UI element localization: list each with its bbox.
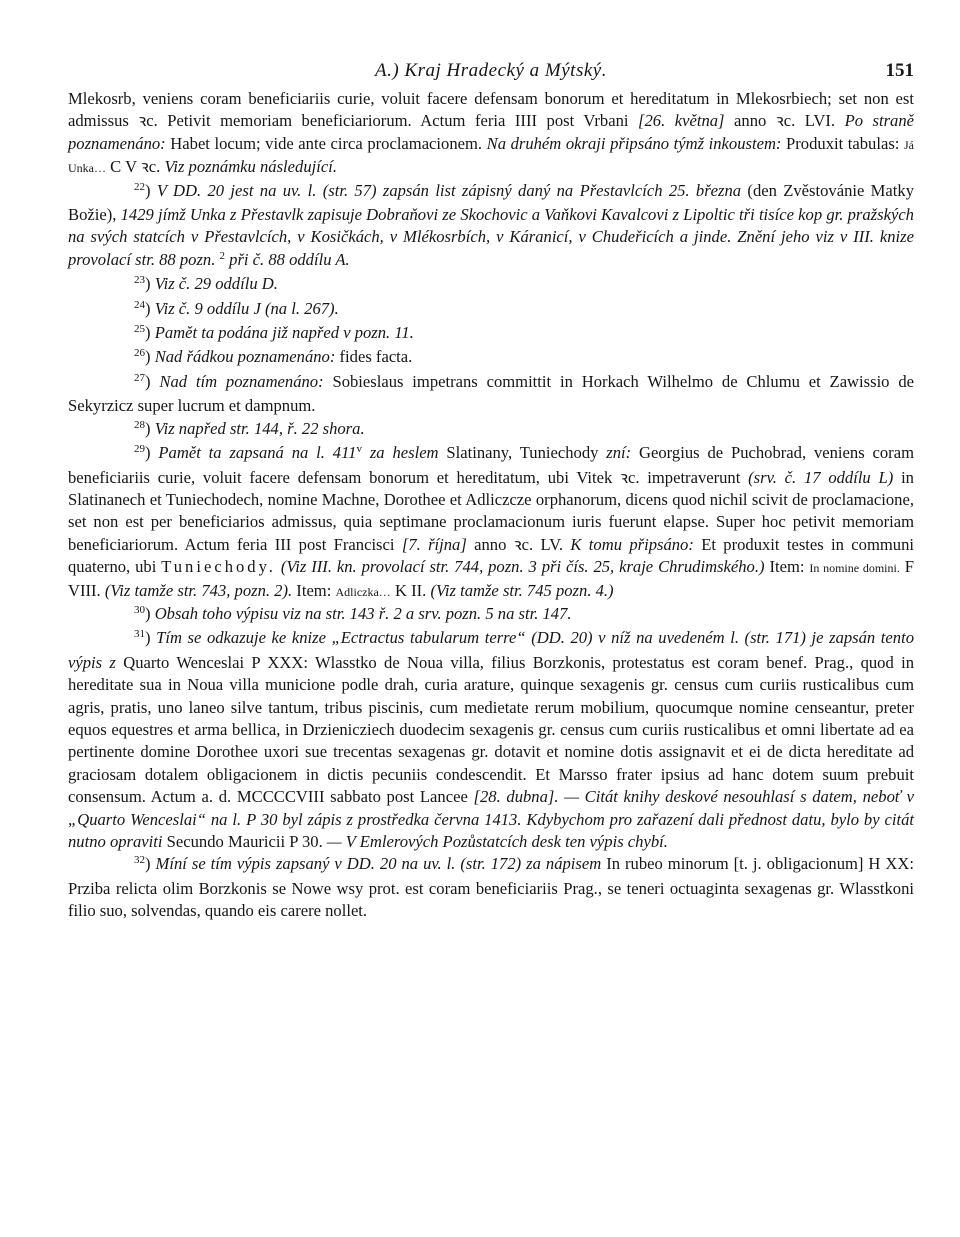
footnote-24: $^{24}$) Viz č. 9 oddílu J (na l. 267). [134, 298, 339, 318]
footnote-number: 27 [134, 371, 145, 384]
footnote-number: 29 [134, 443, 145, 456]
footnote-number: 32 [134, 854, 145, 867]
footnotes-body [68, 88, 914, 923]
running-head [68, 52, 914, 88]
footnote-30: $^{30}$) Obsah toho výpisu viz na str. 143 ř. 2 a srv. pozn. 5 na str. 147. [134, 603, 572, 623]
footnote-number: 28 [134, 418, 145, 431]
footnote-28: $^{28}$) Viz napřed str. 144, ř. 22 shora. [134, 418, 365, 438]
footnote-number: 30 [134, 603, 145, 616]
footnote-29: $^{29}$) Pamět ta zapsaná na l. 411$^v$ za heslem Slatinany, Tuniechody zní: Georgius de Puchobrad, veniens coram beneficiariis curie, voluit facere defensam bonorum et hereditatum, ubi Vitek ꝛc. impetraverunt (srv. č. 17 oddílu L) in Slatinanech et Tuniechodech, nomine Machne, Dorothee et Adliczcze orphanorum, dicens quod nichil scivit de proclamacione, set non est per beneficiarios admissus, quia septimane proclamacionum iuris fuerunt elapse. Super hoc petivit memoriam beneficiariorum. Actum feria III post Francisci [7. října] anno ꝛc. LV. K tomu připsáno: Et produxit testes in communi quaterno, ubi Tuniechody. (Viz III. kn. provolací str. 744, pozn. 3 při čís. 25, kraje Chrudimského.) Item: In nomine domini. F VIII. (Viz tamže str. 743, pozn. 2). Item: Adliczka… K II. (Viz tamže str. 745 pozn. 4.) [68, 443, 914, 600]
footnote-number: 23 [134, 274, 145, 287]
footnote-continuation: Mlekosrb, veniens coram beneficiariis curie, voluit facere defensam bonorum et hereditatum in Mlekosrbiech; set non est admissus ꝛc. Petivit memoriam beneficiariorum. Actum feria IIII post Vrbani [26. května] anno ꝛc. LVI. Po straně poznamenáno: Habet locum; vide ante circa proclamacionem. Na druhém okraji připsáno týmž inkoustem: Produxit tabulas: Já Unka… C V ꝛc. Viz poznámku následující. [68, 89, 915, 177]
running-head-title: A.) Kraj Hradecký a Mýtský. [375, 60, 607, 81]
footnote-number: 31 [134, 628, 145, 641]
footnote-26: $^{26}$) Nad řádkou poznamenáno: fides facta. [134, 347, 413, 367]
footnote-25: $^{25}$) Pamět ta podána již napřed v pozn. 11. [134, 323, 414, 343]
footnote-31: $^{31}$) Tím se odkazuje ke knize „Ectractus tabularum terre“ (DD. 20) v níž na uvedeném l. (str. 171) je zapsán tento výpis z Quarto Wenceslai P XXX: Wlasstko de Noua villa, filius Borzkonis, protestatus est coram benef. Prag., quod in hereditate sua in Noua villa municione podle drah, curia arature, quinque sexagenis gr. census cum curiis rusticalibus cum agris, pratis, uno laneo silve tantum, tribus piscinis, cum medietate rerum mobilium, quocumque nomine censeantur, preter equos equestres et arma bellica, in Drzienicziech duodecim sexagenis gr. census cum curiis rusticalibus et omni libertate ad ea pertinente domine Dorothee uxori sue trecentas sexagenas gr. dotavit et nomine dotis assignavit et ei de dicta hereditate ad graciosam dotalem obligacionem in dictis pecuniis condescendit. Et Marsso frater ipsius ad hanc dotem suum prebuit consensum. Actum a. d. MCCCCVIII sabbato post Lancee [28. dubna]. — Citát knihy deskové nesouhlasí s datem, neboť v „Quarto Wenceslai“ na l. P 30 byl zápis z prostředka června 1413. Kdybychom pro zařazení dali přednost datu, bylo by citát nutno opraviti Secundo Mauricii P 30. — V Emlerových Pozůstatcích desk ten výpis chybí. [68, 628, 915, 851]
footnote-32: $^{32}$) Míní se tím výpis zapsaný v DD. 20 na uv. l. (str. 172) za nápisem In rubeo minorum [t. j. obligacionum] H XX: Przibа relicta olim Borzkonis se Nowe wsy prot. est coram beneficiariis Prag., se teneri octuaginta sexagenas gr. Wlasstkoni filio suo, solvendas, quando eis carere nollet. [68, 854, 914, 921]
footnote-number: 25 [134, 323, 145, 336]
footnote-number: 22 [134, 180, 145, 193]
footnote-23: $^{23}$) Viz č. 29 oddílu D. [134, 274, 278, 294]
footnote-number: 24 [134, 298, 145, 311]
footnote-22: $^{22}$) V DD. 20 jest na uv. l. (str. 57) zapsán list zápisný daný na Přestavlcích 25. března (den Zvěstovánie Matky Božie), 1429 jímž Unka z Přestavlk zapisuje Dobraňovi ze Skochovic a Vaňkovi Kavalcovi z Lipoltic tři tisíce kop gr. pražských na svých statcích v Přestavlcích, v Kosičkách, v Mlékosrbích, v Káranicí, v Chudeřicích a jinde. Znění jeho viz v III. knize provolací str. 88 pozn. $^2$ při č. 88 oddílu A. [68, 180, 915, 269]
footnote-number: 26 [134, 347, 145, 360]
book-page [68, 52, 914, 923]
footnote-27: $^{27}$) Nad tím poznamenáno: Sobieslaus impetrans committit in Horkach Wilhelmo de Chlumu et Zawissio de Sekyrzicz super lucrum et dampnum. [68, 371, 914, 416]
page-number: 151 [885, 60, 914, 81]
